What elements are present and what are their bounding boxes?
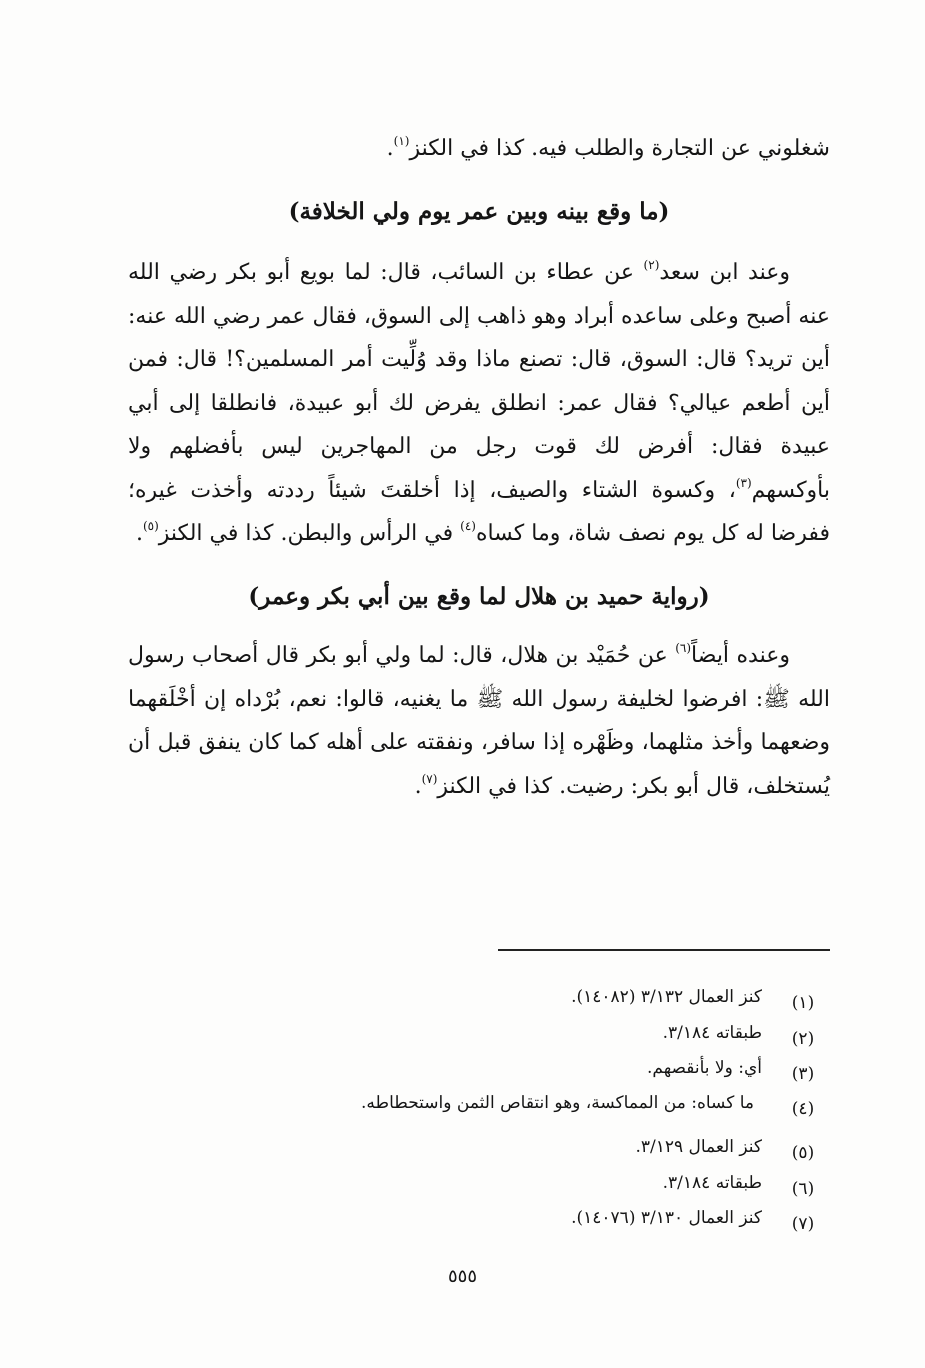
paragraph-ibn-saad <box>128 251 830 556</box>
footnote-text: طبقاته ٣/١٨٤. <box>662 1023 762 1043</box>
footnote-number: (٣) <box>791 1064 815 1084</box>
footnote-number: (٥) <box>791 1143 815 1163</box>
paragraph-text: عن حُمَيْد بن هلال، قال: لما ولي أبو بكر قال أصحاب رسول الله ﷺ: افرضوا لخليفة رسول الله ﷺ ما يغنيه، قالوا: نعم، بُرْداه إن أخْلَقهما وضعهما وأخذ مثلهما، وظَهْره إذا سافر، ونفقته على أهله كما كان ينفق قبل أن يُستخلف، قال أبو بكر: رضيت. كذا في الكنز <box>128 643 830 799</box>
footnote-ref: (٤) <box>460 519 476 533</box>
footnote-number: (٧) <box>791 1214 815 1234</box>
section-heading-caliphate: (ما وقع بينه وبين عمر يوم ولي الخلافة) <box>288 198 670 225</box>
page-number: ٥٥٥ <box>447 1266 477 1287</box>
footnote-number: (٤) <box>791 1099 815 1119</box>
footnote-ref: (٥) <box>142 519 159 533</box>
paragraph-text: وعند ابن سعد <box>659 260 790 285</box>
footnote-item <box>128 1088 830 1118</box>
footnote-ref: (٣) <box>735 475 752 490</box>
footnote-number: (١) <box>791 993 815 1013</box>
footnote-divider <box>498 949 830 951</box>
footnote-text: كنز العمال ٣/١٢٩. <box>635 1137 762 1157</box>
footnote-item <box>128 1132 830 1162</box>
footnote-item <box>128 1018 830 1048</box>
paragraph-text: عن عطاء بن السائب، قال: لما بويع أبو بكر رضي الله عنه أصبح وعلى ساعده أبراد وهو ذاهب إلى السوق، فقال عمر رضي الله عنه: أين تريد؟ قال: السوق، قال: تصنع ماذا وقد وُلِّيت أمر المسلمين؟! قال: فمن أين أطعم عيالي؟ فقال عمر: انطلق يفرض لك أبو عبيدة، فانطلقا إلى أبي عبيدة فقال: أفرض لك قوت رجل من المهاجرين ليس بأفضلهم ولا بأوكسهم <box>128 260 830 503</box>
footnote-text: ما كساه: من المماكسة، وهو انتقاص الثمن واستحطاطه. <box>361 1093 754 1113</box>
paragraph-text: ، وكسوة الشتاء والصيف، إذا أخلقتَ شيئاً رددته وأخذت غيره؛ ففرضا له كل يوم نصف شاة، وما كساه <box>128 477 830 546</box>
footnote-ref: (١) <box>393 134 410 148</box>
paragraph-text: في الرأس والبطن. كذا في الكنز <box>158 521 461 546</box>
paragraph-text: وعنده أيضاً <box>691 643 790 668</box>
footnote-number: (٦) <box>791 1179 815 1199</box>
footnote-text: كنز العمال ٣/١٣٢ (١٤٠٨٢). <box>571 987 762 1007</box>
paragraph-text: . <box>386 136 394 161</box>
footnote-text: طبقاته ٣/١٨٤. <box>662 1173 762 1193</box>
paragraph-text: شغلوني عن التجارة والطلب فيه. كذا في الكنز <box>409 136 830 161</box>
section-heading-humaid: (رواية حميد بن هلال لما وقع بين أبي بكر وعمر) <box>248 583 710 610</box>
footnote-number: (٢) <box>791 1029 815 1049</box>
footnote-item <box>128 982 830 1012</box>
paragraph-text: . <box>414 773 422 799</box>
footnote-ref: (٧) <box>421 771 438 786</box>
footnote-text: كنز العمال ٣/١٣٠ (١٤٠٧٦). <box>571 1208 762 1228</box>
footnote-item <box>128 1203 830 1233</box>
paragraph-continuation <box>128 127 830 171</box>
footnote-ref: (٢) <box>643 258 660 272</box>
footnote-text: أي: ولا بأنقصهم. <box>646 1058 762 1078</box>
paragraph-humaid <box>128 634 830 808</box>
footnote-ref: (٦) <box>675 641 692 655</box>
footnote-item <box>128 1053 830 1083</box>
footnote-item <box>128 1168 830 1198</box>
paragraph-text: . <box>135 521 143 546</box>
